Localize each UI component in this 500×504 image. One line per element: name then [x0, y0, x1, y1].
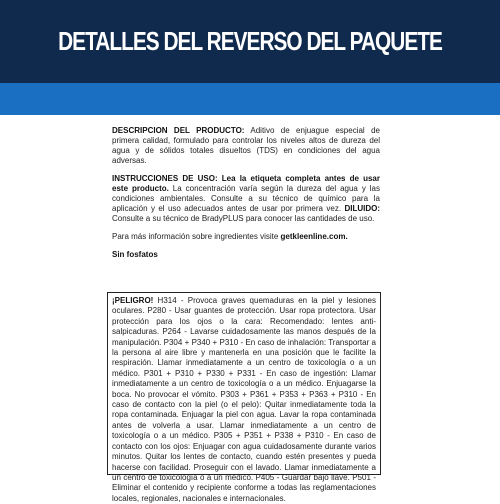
- website-link[interactable]: getkleenline.com.: [280, 232, 348, 241]
- instructions-text: La concentración varía según la dureza del agua y las condiciones ambientales. Consulte a su técnico de químico para la aplicación y el uso adecuados antes de usar por primera vez.: [112, 184, 380, 213]
- hazard-warning-box: [107, 292, 381, 503]
- usage-instructions: [112, 174, 380, 224]
- header-banner: [0, 0, 500, 83]
- dilution-text: Consulte a su técnico de BradyPLUS para conocer las cantidades de uso.: [112, 214, 375, 223]
- dilution-label: DILUIDO:: [344, 204, 380, 213]
- instructions-label: INSTRUCCIONES DE USO: Lea la etiqueta completa antes de usar este producto.: [112, 174, 380, 193]
- more-info: [112, 232, 380, 242]
- product-description: [112, 126, 380, 166]
- accent-stripe: [0, 83, 500, 115]
- danger-label: ¡PELIGRO!: [112, 296, 154, 305]
- hazard-warning: [112, 296, 376, 504]
- more-info-text: Para más información sobre ingredientes visite: [112, 232, 281, 241]
- no-phosphates-note: Sin fosfatos: [112, 250, 158, 259]
- description-text: Aditivo de enjuague especial de primera calidad, formulado para controlar los niveles altos de dureza del agua y de sólidos totales disueltos (TDS) en condiciones del agua adversas.: [112, 126, 380, 165]
- description-label: DESCRIPCION DEL PRODUCTO:: [112, 126, 245, 135]
- product-text: [112, 126, 380, 268]
- page-title: DETALLES DEL REVERSO DEL PAQUETE: [58, 26, 442, 56]
- warning-text: H314 - Provoca graves quemaduras en la piel y lesiones oculares. P280 - Usar guantes de protección. Usar ropa protectora. Usar protección para los ojos o la cara: Recomendado: lentes anti-salpicaduras. P264 - Lavarse cuidadosamente las manos después de la manipulación. P304 + P340 + P310 - En caso de inhalación: Transportar a la persona al aire libre y mantenerla en una posición que le facilite la respiración. Llamar inmediatamente a un centro de toxicología o a un médico. P301 + P310 + P330 + P331 - En caso de ingestión: Llamar inmediatamente a un centro de toxicología o a un médico. Enjuagarse la boca. No provocar el vómito. P303 + P361 + P353 + P363 + P310 - En caso de contacto con la piel (o el pelo): Quitar inmediatamente toda la ropa contaminada. Enjuagar la piel con agua. Lavar la ropa contaminada antes de volverla a usar. Llamar inmediatamente a un centro de toxicología o a un médico. P305 + P351 + P338 + P310 - En caso de contacto con los ojos: Enjuagar con agua cuidadosamente durante varios minutos. Quitar los lentes de contacto, cuando estén presentes y pueda hacerse con facilidad. Proseguir con el lavado. Llamar inmediatamente a un centro de toxicología o a un médico. P405 - Guardar bajo llave. P501 - Eliminar el contenido y recipiente conforme a todas las reglamentaciones locales, regionales, nacionales e internacionales.: [112, 296, 376, 503]
